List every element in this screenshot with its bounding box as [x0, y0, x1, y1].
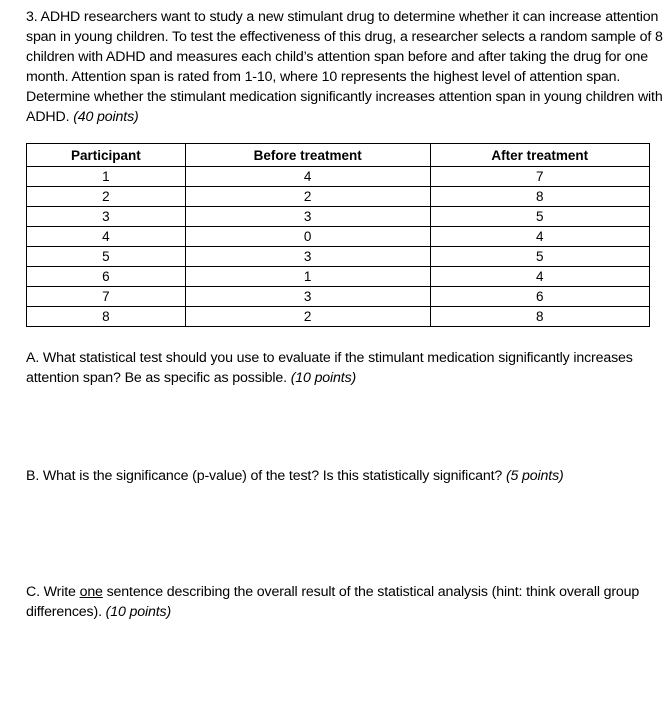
table-cell: 6	[27, 267, 186, 287]
table-cell: 4	[430, 267, 649, 287]
table-cell: 5	[430, 247, 649, 267]
part-c-underlined: one	[79, 584, 103, 600]
table-cell: 1	[185, 267, 430, 287]
part-b-points: (5 points)	[505, 468, 564, 484]
table-cell: 5	[430, 207, 649, 227]
table-cell: 8	[430, 187, 649, 207]
part-a-text: A. What statistical test should you use to evaluate if the stimulant medication significantly increases attention span? Be as specific as possible.	[26, 350, 633, 386]
question-body: 3. ADHD researchers want to study a new stimulant drug to determine whether it can increase attention span in young children. To test the effectiveness of this drug, a researcher selects a random sample of 8 children with ADHD and measures each child’s attention span before and after taking the drug for one month. Attention span is rated from 1-10, where 10 represents the highest level of attention span. Determine whether the stimulant medication significantly increases attention span in young children with ADHD.	[26, 9, 663, 125]
table-cell: 4	[185, 167, 430, 187]
table-cell: 2	[185, 187, 430, 207]
data-table	[26, 143, 650, 327]
table-row	[27, 227, 650, 247]
table-cell: 8	[27, 307, 186, 327]
table-cell: 4	[430, 227, 649, 247]
part-c-points: (10 points)	[105, 604, 172, 620]
question-text	[26, 7, 666, 127]
table-cell: 5	[27, 247, 186, 267]
table-row	[27, 267, 650, 287]
table-cell: 3	[185, 207, 430, 227]
table-cell: 2	[27, 187, 186, 207]
table-cell: 1	[27, 167, 186, 187]
table-cell: 4	[27, 227, 186, 247]
part-a	[26, 348, 646, 388]
table-cell: 7	[27, 287, 186, 307]
table-row	[27, 207, 650, 227]
part-c-post: sentence describing the overall result of the statistical analysis (hint: think overall group differences).	[26, 584, 640, 620]
table-cell: 3	[185, 287, 430, 307]
part-b-text: B. What is the significance (p-value) of the test? Is this statistically significant?	[26, 468, 503, 484]
header-participant: Participant	[27, 144, 186, 167]
header-before: Before treatment	[185, 144, 430, 167]
table-cell: 0	[185, 227, 430, 247]
part-c-pre: C. Write	[26, 584, 80, 600]
table-cell: 3	[27, 207, 186, 227]
table-row	[27, 187, 650, 207]
table-cell: 7	[430, 167, 649, 187]
table-row	[27, 287, 650, 307]
part-b	[26, 466, 666, 486]
table-cell: 8	[430, 307, 649, 327]
part-c	[26, 582, 651, 622]
table-cell: 3	[185, 247, 430, 267]
table-cell: 6	[430, 287, 649, 307]
table-cell: 2	[185, 307, 430, 327]
header-after: After treatment	[430, 144, 649, 167]
table-row	[27, 307, 650, 327]
question-points: (40 points)	[73, 109, 139, 125]
part-a-points: (10 points)	[290, 370, 357, 386]
table-row	[27, 167, 650, 187]
table-row	[27, 247, 650, 267]
